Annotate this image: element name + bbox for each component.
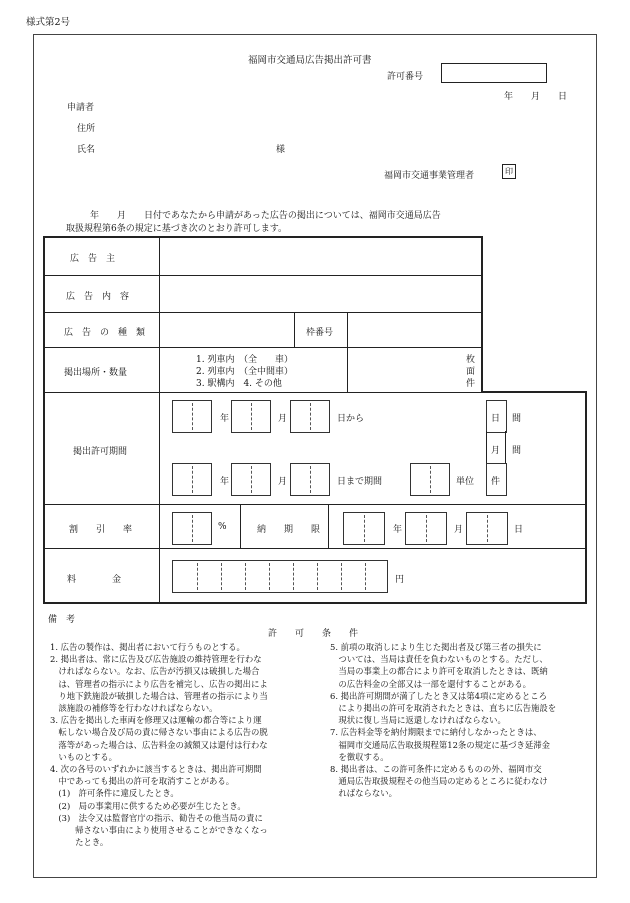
- start-day-field[interactable]: [290, 400, 330, 433]
- items-label: 件: [466, 379, 476, 389]
- cell-divider: [328, 505, 329, 548]
- unit-label: 単位: [456, 477, 475, 487]
- content-label: 広 告 内 容: [66, 292, 130, 302]
- deadline-day-field[interactable]: [466, 512, 508, 545]
- period-label: 掲出許可期間: [73, 447, 128, 457]
- condition-line: の広告料金の全部又は一部を還付することがある。: [330, 678, 531, 689]
- condition-line: 4. 次の各号のいずれかに該当するときは、掲出許可期間: [50, 764, 262, 775]
- conditions-title: 許 可 条 件: [268, 629, 359, 639]
- start-day-label: 日から: [337, 414, 365, 424]
- page-title: 福岡市交通局広告掲出許可書: [248, 55, 372, 66]
- unit-box-side: [505, 431, 506, 463]
- faces-label: 面: [466, 367, 476, 377]
- row-divider: [44, 504, 586, 505]
- start-month-field[interactable]: [231, 400, 271, 433]
- condition-line: 6. 掲出許可期間が満了したとき又は第4項に定めるところ: [330, 690, 547, 701]
- deadline-day-label: 日: [514, 525, 524, 535]
- intro-line-1: 年 月 日付であなたから申請があった広告の掲出については、福岡市交通局広告: [90, 211, 441, 221]
- location-option-2[interactable]: 2. 列車内 （全中間車）: [196, 367, 293, 377]
- table-border-right-top: [481, 236, 483, 393]
- fee-amount-field[interactable]: [172, 560, 388, 593]
- condition-line: (2) 局の事業用に供するため必要が生じたとき。: [50, 800, 246, 811]
- yen-label: 円: [395, 575, 405, 585]
- end-month-label: 月: [278, 477, 288, 487]
- condition-line: (1) 許可条件に違反したとき。: [50, 788, 179, 799]
- advertiser-input[interactable]: [161, 239, 479, 274]
- conditions-left: [50, 641, 268, 848]
- cell-divider: [347, 313, 348, 347]
- type-input[interactable]: [161, 314, 293, 346]
- form-number: 様式第2号: [26, 17, 71, 28]
- condition-line: 7. 広告料金等を納付期限までに納付しなかったときは、: [330, 727, 542, 738]
- condition-line: 通局広告取扱規程その他当局の定めるところに従わなけ: [330, 776, 548, 787]
- between-label: 間: [512, 446, 522, 456]
- condition-line: たとき。: [50, 837, 109, 848]
- table-border-step: [481, 391, 587, 393]
- conditions-right: [330, 641, 556, 800]
- end-month-field[interactable]: [231, 463, 271, 496]
- row-divider: [44, 275, 482, 276]
- condition-line: を徴収する。: [330, 751, 389, 762]
- applicant-label: 申請者: [67, 103, 95, 113]
- condition-line: 8. 掲出者は、この許可条件に定めるものの外、福岡市交: [330, 764, 542, 775]
- deadline-month-field[interactable]: [405, 512, 447, 545]
- condition-line: 福岡市交通局広告取扱規程第12条の規定に基づき延滞金: [330, 739, 551, 750]
- period-length-field[interactable]: [410, 463, 450, 496]
- unit-item-label: 件: [491, 477, 501, 487]
- end-era-field[interactable]: [172, 463, 212, 496]
- name-label: 氏名: [77, 145, 96, 155]
- issue-date: 年 月 日: [504, 92, 568, 102]
- frame-number-input[interactable]: [349, 314, 479, 346]
- table-border-right-bottom: [585, 391, 587, 604]
- permit-number-label: 許可番号: [387, 72, 424, 82]
- row-divider: [44, 548, 586, 549]
- table-border-top: [43, 236, 483, 238]
- content-input[interactable]: [161, 277, 479, 311]
- condition-line: 3. 広告を掲出した車両を修理又は運輸の都合等により運: [50, 715, 262, 726]
- start-month-label: 月: [278, 414, 288, 424]
- unit-month-label: 月: [491, 446, 501, 456]
- condition-line: 該施設の補修等を行わなければならない。: [50, 703, 218, 714]
- location-label: 掲出場所・数量: [64, 368, 128, 378]
- condition-line: 転しない場合及び局の責に帰さない事由による広告の脱: [50, 727, 268, 738]
- type-label: 広 告 の 種 類: [64, 328, 146, 338]
- condition-line: 帰さない事由により使用させることができなくなっ: [50, 825, 268, 836]
- condition-line: ければならない。なお、広告が汚損又は破損した場合: [50, 666, 260, 677]
- start-year-label: 年: [220, 414, 230, 424]
- address-label: 住所: [77, 124, 96, 134]
- start-era-field[interactable]: [172, 400, 212, 433]
- frame-number-label: 枠番号: [306, 328, 334, 338]
- condition-line: 2. 掲出者は、常に広告及び広告施設の維持管理を行わな: [50, 654, 262, 665]
- cell-divider: [347, 348, 348, 392]
- condition-line: 落等があった場合は、広告料金の減額又は還付は行わな: [50, 739, 268, 750]
- row-divider: [44, 312, 482, 313]
- sheets-label: 枚: [466, 355, 476, 365]
- honorific: 様: [276, 145, 286, 155]
- condition-line: は、管理者の指示により広告を補完し、広告の掲出によ: [50, 678, 268, 689]
- deadline-month-label: 月: [454, 525, 464, 535]
- end-day-field[interactable]: [290, 463, 330, 496]
- end-day-label: 日まで期間: [337, 477, 383, 487]
- deadline-year-field[interactable]: [343, 512, 385, 545]
- condition-line: 当局の事業上の都合により許可を取消したときは、既納: [330, 666, 548, 677]
- row-divider: [44, 347, 482, 348]
- row-divider: [44, 392, 482, 393]
- discount-rate-field[interactable]: [172, 512, 212, 545]
- fee-label: 料 金: [67, 575, 122, 585]
- permit-number-field[interactable]: [441, 63, 547, 83]
- seal-stamp: 印: [502, 164, 516, 179]
- condition-line: により掲出の許可を取消されたときは、直ちに広告施設を: [330, 703, 557, 714]
- condition-line: 1. 広告の製作は、掲出者において行うものとする。: [50, 642, 245, 652]
- discount-label: 割 引 率: [69, 525, 133, 535]
- percent-label: %: [218, 522, 227, 532]
- unit-box-side: [486, 431, 487, 463]
- deadline-year-label: 年: [393, 525, 403, 535]
- condition-line: ればならない。: [330, 788, 397, 799]
- condition-line: 中であっても掲出の許可を取消すことがある。: [50, 776, 235, 787]
- condition-line: いものとする。: [50, 751, 117, 762]
- location-option-1[interactable]: 1. 列車内 （全 車）: [196, 355, 293, 365]
- location-option-3[interactable]: 3. 駅構内 4. その他: [196, 379, 282, 389]
- condition-line: り地下鉄施設が破損した場合は、管理者の指示により当: [50, 690, 268, 701]
- cell-divider: [240, 505, 241, 548]
- table-border-bottom: [43, 602, 587, 604]
- issuer: 福岡市交通事業管理者: [384, 171, 475, 181]
- remarks-label: 備 考: [48, 615, 76, 625]
- deadline-label: 納 期 限: [257, 525, 321, 535]
- advertiser-label: 広 告 主: [70, 254, 116, 264]
- cell-divider: [294, 313, 295, 347]
- unit-day-label: 日: [491, 414, 501, 424]
- intro-line-2: 取扱規程第6条の規定に基づき次のとおり許可します。: [66, 224, 288, 234]
- condition-line: 現状に復し当局に返還しなければならない。: [330, 715, 506, 726]
- end-year-label: 年: [220, 477, 230, 487]
- between-label: 間: [512, 414, 522, 424]
- condition-line: (3) 法令又は監督官庁の指示、勧告その他当局の責に: [50, 812, 263, 823]
- condition-line: 5. 前項の取消しにより生じた掲出者及び第三者の損失に: [330, 642, 542, 652]
- condition-line: ついては、当局は責任を負わないものとする。ただし、: [330, 654, 548, 665]
